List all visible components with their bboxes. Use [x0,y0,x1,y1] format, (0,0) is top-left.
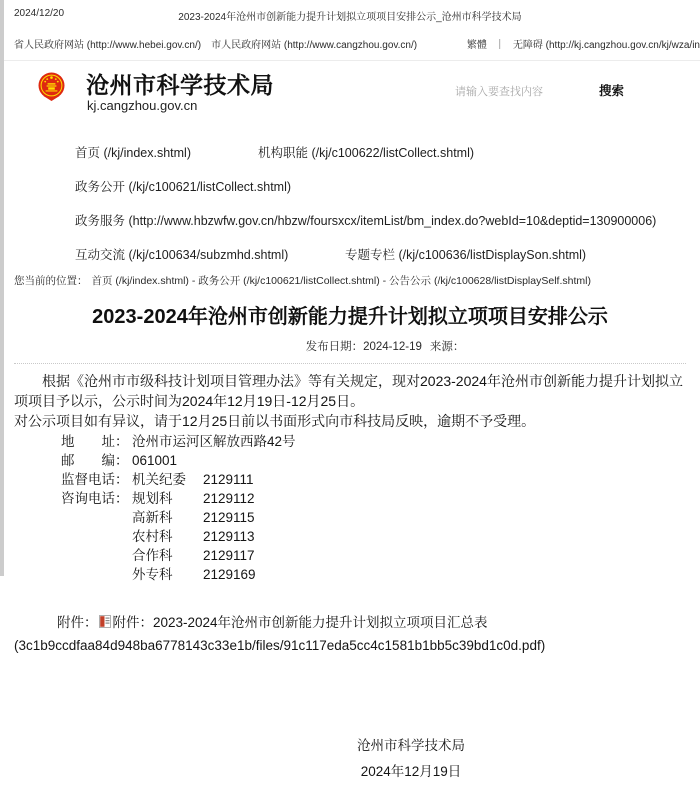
attachment-link[interactable]: 附件：2023-2024年沧州市创新能力提升计划拟立项项目汇总表 [112,615,488,630]
traditional-chinese-link[interactable]: 繁體 [466,40,487,51]
contact-phone: 2129169 [203,567,256,582]
contact-label: 监督电话： [61,472,129,487]
nav-item-home[interactable]: 首页 (/kj/index.shtml) [75,146,191,160]
contact-dept: 农村科 [132,529,173,544]
search-button[interactable]: 搜索 [599,84,625,98]
contact-dept: 机关纪委 [132,472,186,487]
page-title: 2023-2024年沧州市创新能力提升计划拟立项项目安排公示 [92,306,608,328]
contact-row-inquiry-phone [61,489,700,508]
contact-label [61,565,132,584]
print-date: 2024/12/20 [14,8,65,19]
contact-phone: 2129115 [203,510,255,525]
attachment-label: 附件： [57,615,98,630]
breadcrumb [0,273,700,288]
search-input[interactable]: 请输入要查找内容 [455,86,543,98]
contact-dept: 外专科 [132,567,173,582]
signature-block [0,733,700,785]
contact-label: 地 址： [61,434,129,449]
nav-row [0,237,700,271]
nav-row [0,135,700,169]
site-header [0,61,700,131]
nav-item-special-topics[interactable]: 专题专栏 (/kj/c100636/listDisplaySon.shtml) [345,248,587,262]
contact-phone: 2129111 [203,472,254,487]
nav-item-interaction[interactable]: 互动交流 (/kj/c100634/subzmhd.shtml) [75,248,289,262]
source-label: 来源： [429,341,465,353]
contact-dept: 规划科 [132,491,173,506]
attachment-file-icon [99,615,111,628]
contact-phone: 2129112 [203,491,255,506]
attachment-line [0,611,700,631]
article-meta [0,338,700,354]
province-gov-link[interactable]: 省人民政府网站 (http://www.hebei.gov.cn/) [14,40,202,51]
contact-label: 邮 编： [61,453,129,468]
site-name[interactable]: 沧州市科学技术局 [86,72,274,98]
china-national-emblem-icon [38,72,65,102]
contact-info [0,432,700,584]
nav-item-functions[interactable]: 机构职能 (/kj/c100622/listCollect.shtml) [258,146,475,160]
contact-phone: 2129113 [203,529,255,544]
contact-label [61,508,132,527]
article-body [0,364,700,431]
contact-row-dept-phone [61,527,700,546]
contact-value: 061001 [132,453,178,468]
nav-row [0,169,700,203]
print-page-title: 2023-2024年沧州市创新能力提升计划拟立项项目安排公示_沧州市科学技术局 [178,12,522,23]
contact-row-supervision-phone [61,470,700,489]
contact-dept: 合作科 [132,548,173,563]
contact-phone: 2129117 [203,548,255,563]
attachment-path: (3c1b9ccdfaa84d948ba6778143c33e1b/files/91c117eda5cc4c1581b1bb5c39bd1c0d.pdf) [14,638,546,653]
body-paragraph: 根据《沧州市市级科技计划项目管理办法》等有关规定，现对2023-2024年沧州市创新能力提升计划拟立项项目予以示，公示时间为2024年12月19日-12月25日。 [14,373,683,409]
contact-row-dept-phone [61,508,700,527]
nav-item-gov-affairs[interactable]: 政务公开 (/kj/c100621/listCollect.shtml) [75,180,292,194]
link-separator: ｜ [494,40,505,51]
utility-links [467,36,700,51]
publish-date: 发布日期：2024-12-19 [305,341,422,353]
contact-label: 咨询电话： [61,491,129,506]
contact-row-zipcode [61,451,700,470]
contact-label [61,546,132,565]
signature-date: 2024年12月19日 [360,764,462,779]
signature-org: 沧州市科学技术局 [357,738,465,753]
contact-dept: 高新科 [132,510,173,525]
top-links-bar [0,36,700,61]
contact-row-dept-phone [61,546,700,565]
gov-links [14,36,417,51]
breadcrumb-trail[interactable]: 首页 (/kj/index.shtml) - 政务公开 (/kj/c100621/listCollect.shtml) - 公告公示 (/kj/c100628/listDisplaySelf.shtml) [91,275,591,287]
contact-value: 沧州市运河区解放西路42号 [132,434,296,449]
main-nav [0,135,700,271]
body-paragraph: 对公示项目如有异议，请于12月25日前以书面形式向市科技局反映，逾期不予受理。 [14,413,536,429]
attachment-section [0,611,700,653]
print-header [0,0,700,24]
nav-item-gov-services[interactable]: 政务服务 (http://www.hbzwfw.gov.cn/hbzw/foursxcx/itemList/bm_index.do?webId=10&deptid=130900006) [75,214,657,228]
contact-row-address [61,432,700,451]
site-domain: kj.cangzhou.gov.cn [87,98,198,113]
city-gov-link[interactable]: 市人民政府网站 (http://www.cangzhou.gov.cn/) [211,40,418,51]
nav-row [0,203,700,237]
accessibility-link[interactable]: 无障碍 (http://kj.cangzhou.gov.cn/kj/wza/in [512,40,700,51]
breadcrumb-prefix: 您当前的位置： [14,275,88,287]
contact-row-dept-phone [61,565,700,584]
contact-label [61,527,132,546]
